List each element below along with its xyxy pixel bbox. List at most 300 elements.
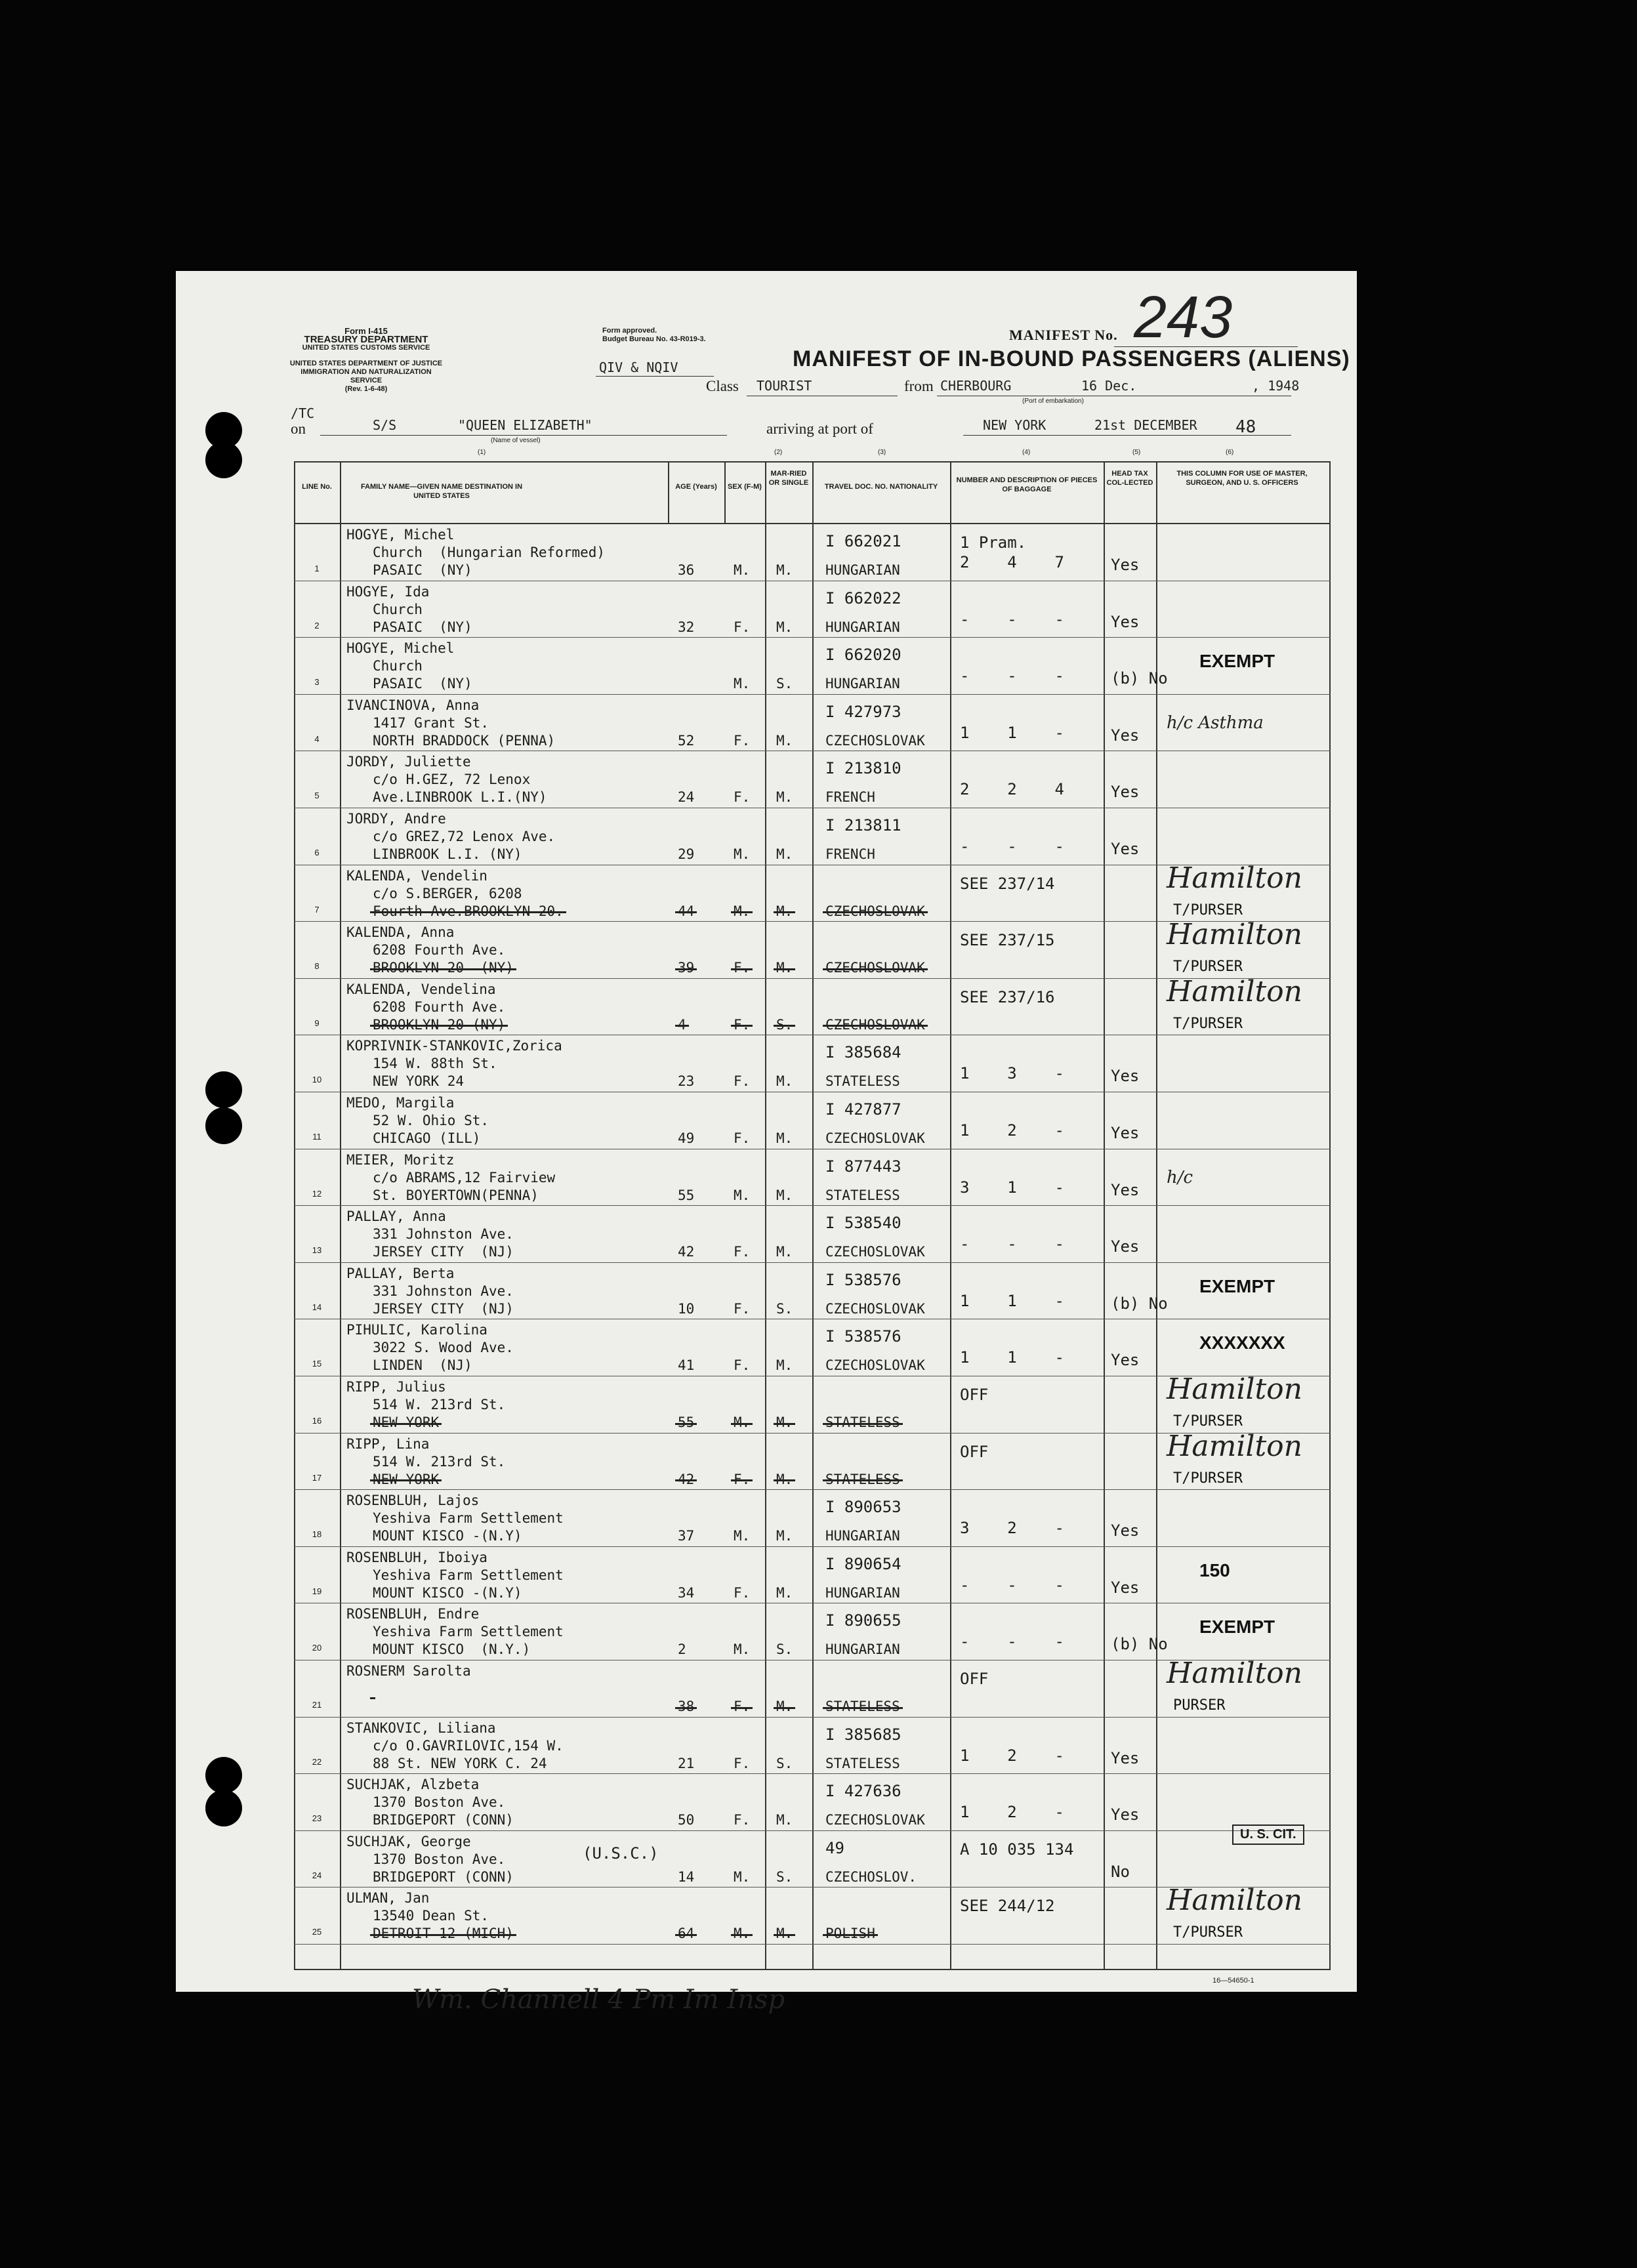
line-number: 10 — [312, 1075, 322, 1085]
passenger-name: RIPP, Lina — [346, 1435, 430, 1452]
destination-line-2: JERSEY CITY (NJ) — [373, 1244, 514, 1260]
citizenship-note: (U.S.C.) — [583, 1844, 659, 1863]
table-row — [294, 1206, 1331, 1262]
baggage-description: SEE 244/12 — [960, 1897, 1055, 1916]
port-of-embarkation: CHERBOURG — [940, 378, 1012, 394]
travel-doc-number: I 427877 — [825, 1100, 901, 1119]
sex: F. — [734, 1584, 751, 1601]
nationality: STATELESS — [825, 1413, 900, 1432]
sex: F. — [734, 1812, 751, 1828]
line-number: 7 — [314, 904, 320, 915]
passenger-name: HOGYE, Ida — [346, 583, 430, 600]
age: 10 — [678, 1300, 695, 1317]
destination-line-1: 1417 Grant St. — [373, 714, 489, 731]
nationality: HUNGARIAN — [825, 676, 900, 692]
vessel-underline — [320, 435, 727, 436]
passenger-name: STANKOVIC, Liliana — [346, 1720, 496, 1736]
line-number: 16 — [312, 1416, 322, 1426]
baggage-counts: 2 4 7 — [960, 553, 1064, 571]
line-number: 20 — [312, 1643, 322, 1653]
destination-line-1: 514 W. 213rd St. — [373, 1453, 506, 1470]
nationality: CZECHOSLOVAK — [825, 1357, 925, 1374]
ship-prefix: S/S — [373, 417, 397, 433]
vessel-name: "QUEEN ELIZABETH" — [458, 417, 592, 433]
travel-doc-number: I 385685 — [825, 1725, 901, 1744]
marital-status: M. — [776, 1130, 793, 1146]
marital-status: M. — [776, 1357, 793, 1374]
table-row — [294, 1429, 1331, 1490]
baggage-counts: - - - — [960, 1632, 1064, 1651]
passenger-name: ROSENBLUH, Iboiya — [346, 1549, 487, 1565]
passenger-name: KALENDA, Anna — [346, 924, 455, 941]
purser-stamp: T/PURSER — [1173, 1470, 1243, 1487]
arrival-year: 48 — [1235, 417, 1256, 437]
nationality: CZECHOSLOVAK — [825, 902, 925, 921]
destination-line-2: NEW YORK — [373, 1470, 439, 1489]
destination-line-1: 3022 S. Wood Ave. — [373, 1340, 514, 1356]
class-code-underline — [596, 376, 714, 377]
line-number: 12 — [312, 1188, 322, 1199]
line-number: 8 — [314, 961, 320, 972]
passenger-name: HOGYE, Michel — [346, 527, 455, 543]
destination-line-2: PASAIC (NY) — [373, 676, 472, 692]
nationality: CZECHOSLOVAK — [825, 959, 925, 978]
travel-doc-number: I 890655 — [825, 1611, 901, 1630]
form-approval — [602, 327, 706, 344]
passenger-name: PALLAY, Berta — [346, 1265, 455, 1281]
age: 23 — [678, 1073, 695, 1090]
destination-line-1: 1370 Boston Ave. — [373, 1851, 506, 1867]
from-label: from — [904, 378, 934, 394]
punch-hole — [205, 1071, 242, 1108]
form-number: Form I-415 — [344, 326, 388, 336]
col-num-1: (1) — [478, 449, 486, 456]
head-tax: Yes — [1111, 1805, 1140, 1825]
line-number: 6 — [314, 848, 320, 857]
marital-status: S. — [776, 1016, 793, 1035]
destination-line-2: LINDEN (NJ) — [373, 1357, 472, 1374]
destination-line-1: c/o S.BERGER, 6208 — [373, 885, 522, 901]
purser-stamp: T/PURSER — [1173, 1413, 1243, 1430]
age: 55 — [678, 1413, 694, 1432]
table-row — [294, 638, 1331, 694]
travel-doc-number: I 662022 — [825, 588, 901, 608]
travel-doc-number: I 213811 — [825, 816, 901, 835]
destination-line-1: c/o H.GEZ, 72 Lenox — [373, 772, 531, 788]
nationality: HUNGARIAN — [825, 1584, 900, 1601]
dept-justice: UNITED STATES DEPARTMENT OF JUSTICE — [289, 360, 443, 367]
sex: F. — [734, 1300, 751, 1317]
passenger-name: JORDY, Andre — [346, 811, 446, 827]
sex: M. — [734, 1413, 750, 1432]
table-row — [294, 1092, 1331, 1149]
baggage-counts: 1 2 - — [960, 1121, 1064, 1140]
table-row — [294, 524, 1331, 581]
embarkation-year: , 1948 — [1252, 378, 1300, 394]
destination-line-2: Fourth Ave.BROOKLYN 20. — [373, 902, 564, 921]
sex: F. — [734, 1073, 751, 1090]
table-row — [294, 1826, 1331, 1887]
baggage-counts: 1 2 - — [960, 1746, 1064, 1765]
purser-stamp: T/PURSER — [1173, 1924, 1243, 1941]
table-row — [294, 1603, 1331, 1660]
passenger-name: ROSNERM Sarolta — [346, 1663, 471, 1679]
passenger-name: SUCHJAK, George — [346, 1833, 471, 1849]
nationality: FRENCH — [825, 846, 875, 862]
purser-stamp: T/PURSER — [1173, 1015, 1243, 1032]
col-num-2: (2) — [774, 449, 783, 456]
passenger-name: MEDO, Margila — [346, 1095, 455, 1111]
table-row — [294, 1490, 1331, 1546]
passenger-name: MEIER, Moritz — [346, 1151, 455, 1168]
col-age: AGE (Years) — [675, 483, 717, 491]
head-tax: Yes — [1111, 612, 1140, 631]
nationality: CZECHOSLOVAK — [825, 1130, 925, 1146]
sex: M. — [734, 676, 751, 692]
travel-doc-number: 49 — [825, 1838, 844, 1857]
destination-line-2: CHICAGO (ILL) — [373, 1130, 481, 1146]
sex: F. — [734, 1470, 750, 1489]
col-head-tax: HEAD TAX COL-LECTED — [1106, 470, 1153, 487]
officer-signature: Hamilton — [1167, 918, 1302, 952]
travel-doc-number: I 385684 — [825, 1043, 901, 1062]
passenger-table — [294, 461, 1331, 1970]
officer-signature: Hamilton — [1167, 1657, 1302, 1690]
sex: F. — [734, 1755, 751, 1771]
destination-line-2: DETROIT 12 (MICH) — [373, 1924, 514, 1943]
passenger-name: IVANCINOVA, Anna — [346, 697, 480, 713]
age: 55 — [678, 1187, 695, 1203]
punch-hole — [205, 1757, 242, 1794]
destination-line-1: 514 W. 213rd St. — [373, 1397, 506, 1412]
travel-doc-number: I 890653 — [825, 1498, 901, 1517]
line-number: 13 — [312, 1245, 322, 1256]
passenger-name: JORDY, Juliette — [346, 754, 471, 770]
line-number: 9 — [314, 1018, 320, 1028]
destination-line-1: Church — [373, 601, 423, 617]
line-number: 21 — [312, 1700, 322, 1710]
marital-status: M. — [776, 1187, 793, 1203]
sex: F. — [734, 959, 750, 978]
age: 52 — [678, 732, 695, 749]
destination-line-1: 1370 Boston Ave. — [373, 1794, 506, 1811]
head-tax: Yes — [1111, 1521, 1140, 1540]
marital-status: M. — [776, 1073, 793, 1090]
nationality: STATELESS — [825, 1073, 900, 1090]
dept-treasury: TREASURY DEPARTMENT — [304, 334, 428, 345]
destination-line-2: St. BOYERTOWN(PENNA) — [373, 1187, 539, 1203]
row-divider — [294, 1944, 1331, 1945]
destination-line-2: MOUNT KISCO -(N.Y) — [373, 1528, 522, 1544]
destination-line-1: 6208 Fourth Ave. — [373, 999, 506, 1015]
col-num-3: (3) — [878, 449, 886, 456]
table-row — [294, 695, 1331, 751]
destination-line-2: BROOKLYN 20 (NY) — [373, 1016, 505, 1035]
marital-status: S. — [776, 1300, 793, 1317]
passenger-name: KOPRIVNIK-STANKOVIC,Zorica — [346, 1038, 562, 1054]
officer-stamp: EXEMPT — [1199, 651, 1275, 672]
travel-doc-number: I 538576 — [825, 1327, 901, 1346]
age: 2 — [678, 1641, 686, 1658]
passenger-name: SUCHJAK, Alzbeta — [346, 1777, 480, 1793]
baggage-counts: 3 2 - — [960, 1519, 1064, 1538]
age: 41 — [678, 1357, 695, 1374]
line-number: 19 — [312, 1586, 322, 1596]
destination-line-1: Yeshiva Farm Settlement — [373, 1624, 564, 1640]
manifest-page — [176, 271, 1357, 2015]
baggage-description: OFF — [960, 1442, 989, 1461]
age: 42 — [678, 1244, 695, 1260]
purser-stamp: T/PURSER — [1173, 959, 1243, 976]
table-row — [294, 751, 1331, 808]
head-tax: Yes — [1111, 726, 1140, 745]
nationality: CZECHOSLOVAK — [825, 1300, 925, 1317]
officer-note: h/c — [1167, 1167, 1193, 1187]
destination-line-1: c/o ABRAMS,12 Fairview — [373, 1169, 556, 1186]
baggage-description: SEE 237/16 — [960, 987, 1055, 1006]
destination-line-1: 331 Johnston Ave. — [373, 1226, 514, 1243]
age: 29 — [678, 846, 695, 862]
table-row — [294, 974, 1331, 1035]
baggage-counts: - - - — [960, 837, 1064, 856]
destination-line-2: JERSEY CITY (NJ) — [373, 1300, 514, 1317]
col-num-5: (5) — [1132, 449, 1141, 456]
nationality: STATELESS — [825, 1470, 900, 1489]
table-row — [294, 1263, 1331, 1319]
passenger-name: PALLAY, Anna — [346, 1208, 446, 1225]
punch-hole — [205, 1107, 242, 1144]
age: 44 — [678, 902, 694, 921]
head-tax: Yes — [1111, 1180, 1140, 1199]
baggage-description: A 10 035 134 — [960, 1840, 1074, 1859]
dept-treasury-sub: UNITED STATES CUSTOMS SERVICE — [302, 344, 430, 352]
marital-status: S. — [776, 1641, 793, 1658]
line-number: 18 — [312, 1529, 322, 1540]
officer-signature: Hamilton — [1167, 1884, 1302, 1918]
age: 42 — [678, 1470, 694, 1489]
nationality: STATELESS — [825, 1187, 900, 1203]
sex: M. — [734, 1187, 751, 1203]
baggage-counts: - - - — [960, 1235, 1064, 1254]
age: 50 — [678, 1812, 695, 1828]
nationality: HUNGARIAN — [825, 1528, 900, 1544]
marital-status: M. — [776, 1584, 793, 1601]
travel-doc-number: I 538576 — [825, 1270, 901, 1289]
sex: F. — [734, 732, 751, 749]
age: 24 — [678, 789, 695, 806]
punch-hole — [205, 442, 242, 478]
table-row — [294, 1657, 1331, 1717]
head-tax: Yes — [1111, 1748, 1140, 1767]
marital-status: M. — [776, 1924, 793, 1943]
line-number: 1 — [314, 564, 320, 573]
age: 37 — [678, 1528, 695, 1544]
table-row — [294, 1372, 1331, 1433]
age: 21 — [678, 1755, 695, 1771]
col-divider — [724, 461, 726, 523]
travel-doc-number: I 662021 — [825, 532, 901, 550]
baggage-description: SEE 237/14 — [960, 874, 1055, 893]
marital-status: M. — [776, 1244, 793, 1260]
head-tax: Yes — [1111, 783, 1140, 802]
class-code: QIV & NQIV — [599, 360, 678, 375]
nationality: CZECHOSLOVAK — [825, 1812, 925, 1828]
sex: F. — [734, 1357, 751, 1374]
approval-text: Form approved. — [602, 327, 657, 335]
line-number: 17 — [312, 1472, 322, 1483]
line-number: 5 — [314, 791, 320, 801]
line-number: 11 — [312, 1132, 321, 1142]
nationality: POLISH — [825, 1924, 875, 1943]
head-tax: (b) No — [1111, 1294, 1168, 1313]
passenger-name: KALENDA, Vendelina — [346, 981, 496, 997]
travel-doc-number: I 890654 — [825, 1554, 901, 1573]
head-tax: (b) No — [1111, 1635, 1168, 1654]
head-tax: Yes — [1111, 556, 1140, 574]
travel-doc-number: I 427973 — [825, 702, 901, 721]
destination-line-2: LINBROOK L.I. (NY) — [373, 846, 522, 862]
embarkation-date: 16 Dec. — [1081, 378, 1137, 394]
nationality: CZECHOSLOV. — [825, 1868, 917, 1885]
form-revision: (Rev. 1-6-48) — [344, 385, 388, 393]
travel-doc-number: I 877443 — [825, 1157, 901, 1176]
officer-stamp: EXEMPT — [1199, 1617, 1275, 1638]
destination-line-2: BROOKLYN 20 (NY) — [373, 959, 514, 978]
baggage-counts: 1 1 - — [960, 723, 1064, 742]
us-citizen-stamp: U. S. CIT. — [1232, 1825, 1304, 1845]
head-tax: (b) No — [1111, 669, 1168, 688]
destination-line-2: MOUNT KISCO -(N.Y) — [373, 1584, 522, 1601]
destination-line-2: Ave.LINBROOK L.I.(NY) — [373, 789, 547, 806]
inspector-signature: Wm. Channell 4 Pm Im Insp — [412, 1985, 785, 2015]
table-row — [294, 581, 1331, 638]
destination-line-2: BRIDGEPORT (CONN) — [373, 1812, 514, 1828]
destination-line-2: MOUNT KISCO (N.Y.) — [373, 1641, 531, 1658]
destination-line-2: 88 St. NEW YORK C. 24 — [373, 1755, 547, 1771]
sex: M. — [734, 846, 751, 862]
sex: F. — [734, 1244, 751, 1260]
line-number: 4 — [314, 733, 320, 744]
class-value: TOURIST — [756, 378, 812, 394]
officer-signature: Hamilton — [1167, 974, 1302, 1008]
destination-line-2: NEW YORK — [373, 1413, 439, 1432]
destination-line-1: Yeshiva Farm Settlement — [373, 1567, 564, 1583]
line-number: 15 — [312, 1359, 322, 1369]
baggage-counts: 1 2 - — [960, 1803, 1064, 1822]
travel-doc-number: I 662020 — [825, 646, 901, 665]
head-tax: No — [1111, 1862, 1130, 1881]
line-number: 2 — [314, 620, 320, 630]
travel-doc-number: I 538540 — [825, 1214, 901, 1233]
age: 64 — [678, 1924, 694, 1943]
head-tax: Yes — [1111, 1578, 1140, 1597]
budget-text: Budget Bureau No. 43-R019-3. — [602, 335, 706, 343]
marital-status: M. — [776, 1812, 793, 1828]
col-sex: SEX (F-M) — [728, 483, 762, 491]
passenger-name: ROSENBLUH, Lajos — [346, 1493, 480, 1509]
sex: M. — [734, 1924, 750, 1943]
sex: M. — [734, 902, 750, 921]
col-travel-doc: TRAVEL DOC. NO. NATIONALITY — [824, 483, 938, 491]
destination-line-1: 13540 Dean St. — [373, 1908, 489, 1924]
sex: F. — [734, 619, 751, 635]
line-number: 25 — [312, 1927, 322, 1937]
marital-status: S. — [776, 1868, 793, 1885]
age: 14 — [678, 1868, 695, 1885]
col-officer-use: THIS COLUMN FOR USE OF MASTER, SURGEON, AND U. S. OFFICERS — [1176, 470, 1308, 487]
table-row — [294, 1319, 1331, 1376]
head-tax: Yes — [1111, 840, 1140, 858]
table-row — [294, 1884, 1331, 1944]
table-row — [294, 1547, 1331, 1603]
manifest-number: 243 — [1134, 285, 1233, 350]
marital-status: M. — [776, 562, 793, 578]
officer-signature: Hamilton — [1167, 1429, 1302, 1463]
marital-status: M. — [776, 902, 793, 921]
nationality: CZECHOSLOVAK — [825, 1016, 925, 1035]
baggage-description: 1 Pram. — [960, 533, 1027, 552]
form-issuer-block — [287, 327, 445, 352]
baggage-counts: 2 2 4 — [960, 780, 1064, 799]
officer-stamp: 150 — [1199, 1559, 1230, 1580]
col-num-4: (4) — [1022, 449, 1031, 456]
passenger-name: RIPP, Julius — [346, 1379, 446, 1395]
nationality: HUNGARIAN — [825, 619, 900, 635]
passenger-name: ULMAN, Jan — [346, 1890, 430, 1907]
passenger-name: PIHULIC, Karolina — [346, 1322, 487, 1338]
arrival-date: 21st DECEMBER — [1094, 417, 1197, 433]
sex: F. — [734, 1697, 750, 1716]
form-footer-code: 16—54650-1 — [1212, 1977, 1254, 1985]
baggage-counts: - - - — [960, 609, 1064, 629]
marital-status: M. — [776, 1470, 793, 1489]
manifest-number-label: MANIFEST No. — [1009, 327, 1118, 343]
sex: F. — [734, 1130, 751, 1146]
nationality: FRENCH — [825, 789, 875, 806]
travel-doc-number: I 213810 — [825, 759, 901, 778]
destination-line-2: NORTH BRADDOCK (PENNA) — [373, 732, 556, 749]
col-line-no: LINE No. — [302, 483, 332, 491]
marital-status: M. — [776, 846, 793, 862]
nationality: STATELESS — [825, 1697, 900, 1716]
marital-status: M. — [776, 789, 793, 806]
baggage-description: OFF — [960, 1670, 989, 1688]
nationality: CZECHOSLOVAK — [825, 732, 925, 749]
marital-status: M. — [776, 619, 793, 635]
age: 32 — [678, 619, 695, 635]
marital-status: M. — [776, 959, 793, 978]
destination-line-1: Yeshiva Farm Settlement — [373, 1510, 564, 1527]
destination-line-2: NEW YORK 24 — [373, 1073, 465, 1090]
tc-mark: /TC — [291, 405, 315, 421]
baggage-counts: - - - — [960, 667, 1064, 686]
nationality: STATELESS — [825, 1755, 900, 1771]
marital-status: M. — [776, 1413, 793, 1432]
baggage-counts: 3 1 - — [960, 1178, 1064, 1197]
marital-status: M. — [776, 732, 793, 749]
arrival-port: NEW YORK — [983, 417, 1046, 433]
marital-status: S. — [776, 676, 793, 692]
col-married: MAR-RIED OR SINGLE — [768, 470, 809, 487]
travel-doc-number: I 427636 — [825, 1782, 901, 1801]
age: 38 — [678, 1697, 694, 1716]
table-row — [294, 808, 1331, 865]
line-number: 3 — [314, 677, 320, 688]
officer-signature: Hamilton — [1167, 1372, 1302, 1406]
age: 4 — [678, 1016, 686, 1035]
officer-stamp: EXEMPT — [1199, 1275, 1275, 1296]
officer-note: h/c Asthma — [1167, 712, 1264, 733]
